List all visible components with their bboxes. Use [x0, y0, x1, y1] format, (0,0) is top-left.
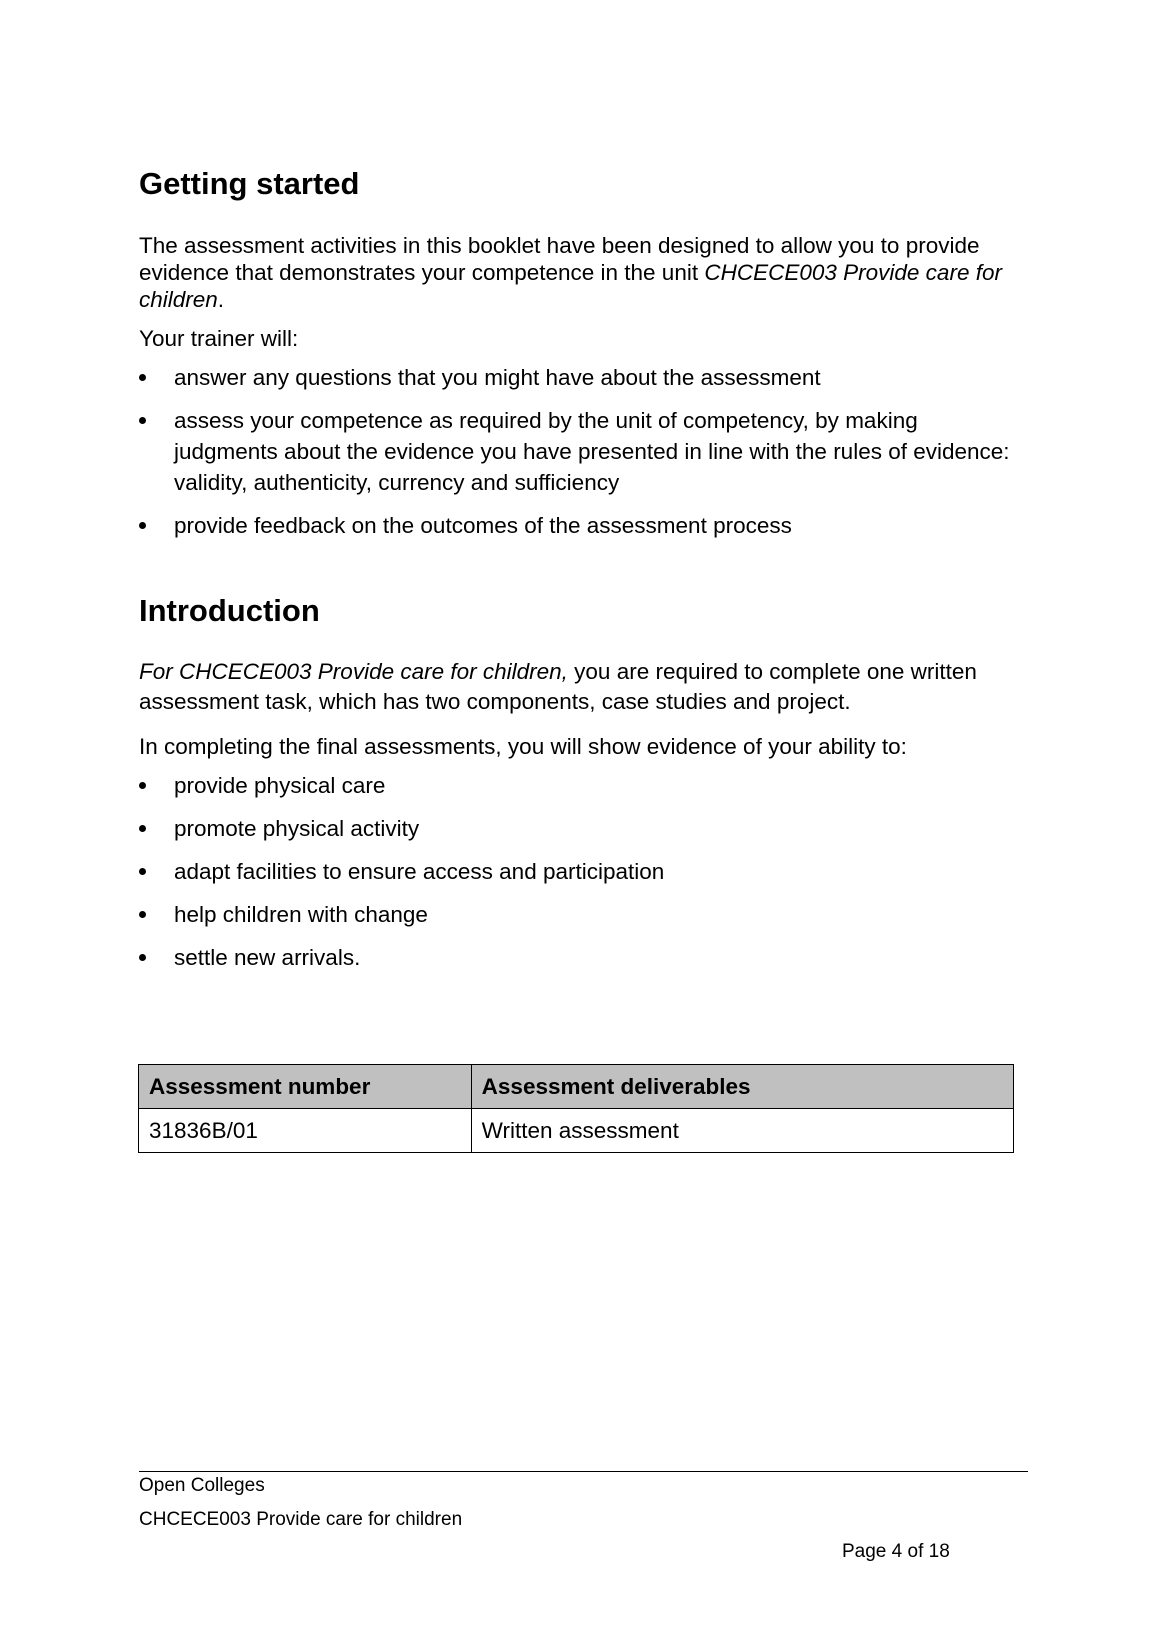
- list-item-text: assess your competence as required by the unit of competency, by making judgments about the evidence you have presented in line with the rules of evidence: validity, authenticity, currency and sufficiency: [174, 408, 1010, 495]
- ability-lead: In completing the final assessments, you will show evidence of your ability to:: [139, 734, 907, 759]
- bullet-icon: [139, 954, 146, 961]
- list-item: [139, 813, 1019, 844]
- introduction-paragraph: [139, 657, 1019, 717]
- list-item-text: settle new arrivals.: [174, 945, 361, 970]
- table-row: [139, 1109, 1014, 1153]
- getting-started-intro: [139, 232, 1019, 313]
- list-item: [139, 856, 1019, 887]
- list-item-text: answer any questions that you might have about the assessment: [174, 365, 821, 390]
- bullet-icon: [139, 374, 146, 381]
- list-item-text: provide physical care: [174, 773, 386, 798]
- bullet-icon: [139, 522, 146, 529]
- ability-list: [139, 770, 1019, 973]
- bullet-icon: [139, 911, 146, 918]
- column-header-assessment-number: Assessment number: [139, 1065, 472, 1109]
- assessment-table: [138, 1064, 1014, 1153]
- trainer-list: [139, 362, 1019, 541]
- list-item-text: provide feedback on the outcomes of the assessment process: [174, 513, 792, 538]
- list-item: [139, 405, 1019, 498]
- list-item-text: help children with change: [174, 902, 428, 927]
- intro-prefix: The assessment activities in this booklet have been designed to allow you to provide evidence that demonstrates your competence in the unit: [139, 233, 980, 285]
- trainer-lead: Your trainer will:: [139, 326, 299, 351]
- table-cell-assessment-number: 31836B/01: [139, 1109, 472, 1153]
- intro-unit-reference: For CHCECE003 Provide care for children,: [139, 659, 568, 684]
- list-item: [139, 899, 1019, 930]
- list-item: [139, 510, 1019, 541]
- bullet-icon: [139, 825, 146, 832]
- bullet-icon: [139, 868, 146, 875]
- footer-organisation: Open Colleges: [139, 1475, 265, 1496]
- footer-unit: CHCECE003 Provide care for children: [139, 1509, 463, 1530]
- table-cell-assessment-deliverable: Written assessment: [471, 1109, 1013, 1153]
- footer-page-number: Page 4 of 18: [842, 1541, 950, 1562]
- footer-divider: [139, 1471, 1028, 1472]
- list-item-text: adapt facilities to ensure access and participation: [174, 859, 665, 884]
- list-item: [139, 362, 1019, 393]
- column-header-assessment-deliverables: Assessment deliverables: [471, 1065, 1013, 1109]
- bullet-icon: [139, 417, 146, 424]
- list-item-text: promote physical activity: [174, 816, 420, 841]
- table-header-row: [139, 1065, 1014, 1109]
- intro-suffix: .: [217, 287, 225, 312]
- list-item: [139, 770, 1019, 801]
- introduction-text: you are required to complete one written assessment task, which has two components, case studies and project.: [139, 659, 977, 714]
- heading-getting-started: Getting started: [139, 166, 360, 201]
- list-item: [139, 942, 1019, 973]
- bullet-icon: [139, 782, 146, 789]
- intro-unit-title: CHCECE003 Provide care for children: [139, 260, 1002, 312]
- heading-introduction: Introduction: [139, 593, 320, 628]
